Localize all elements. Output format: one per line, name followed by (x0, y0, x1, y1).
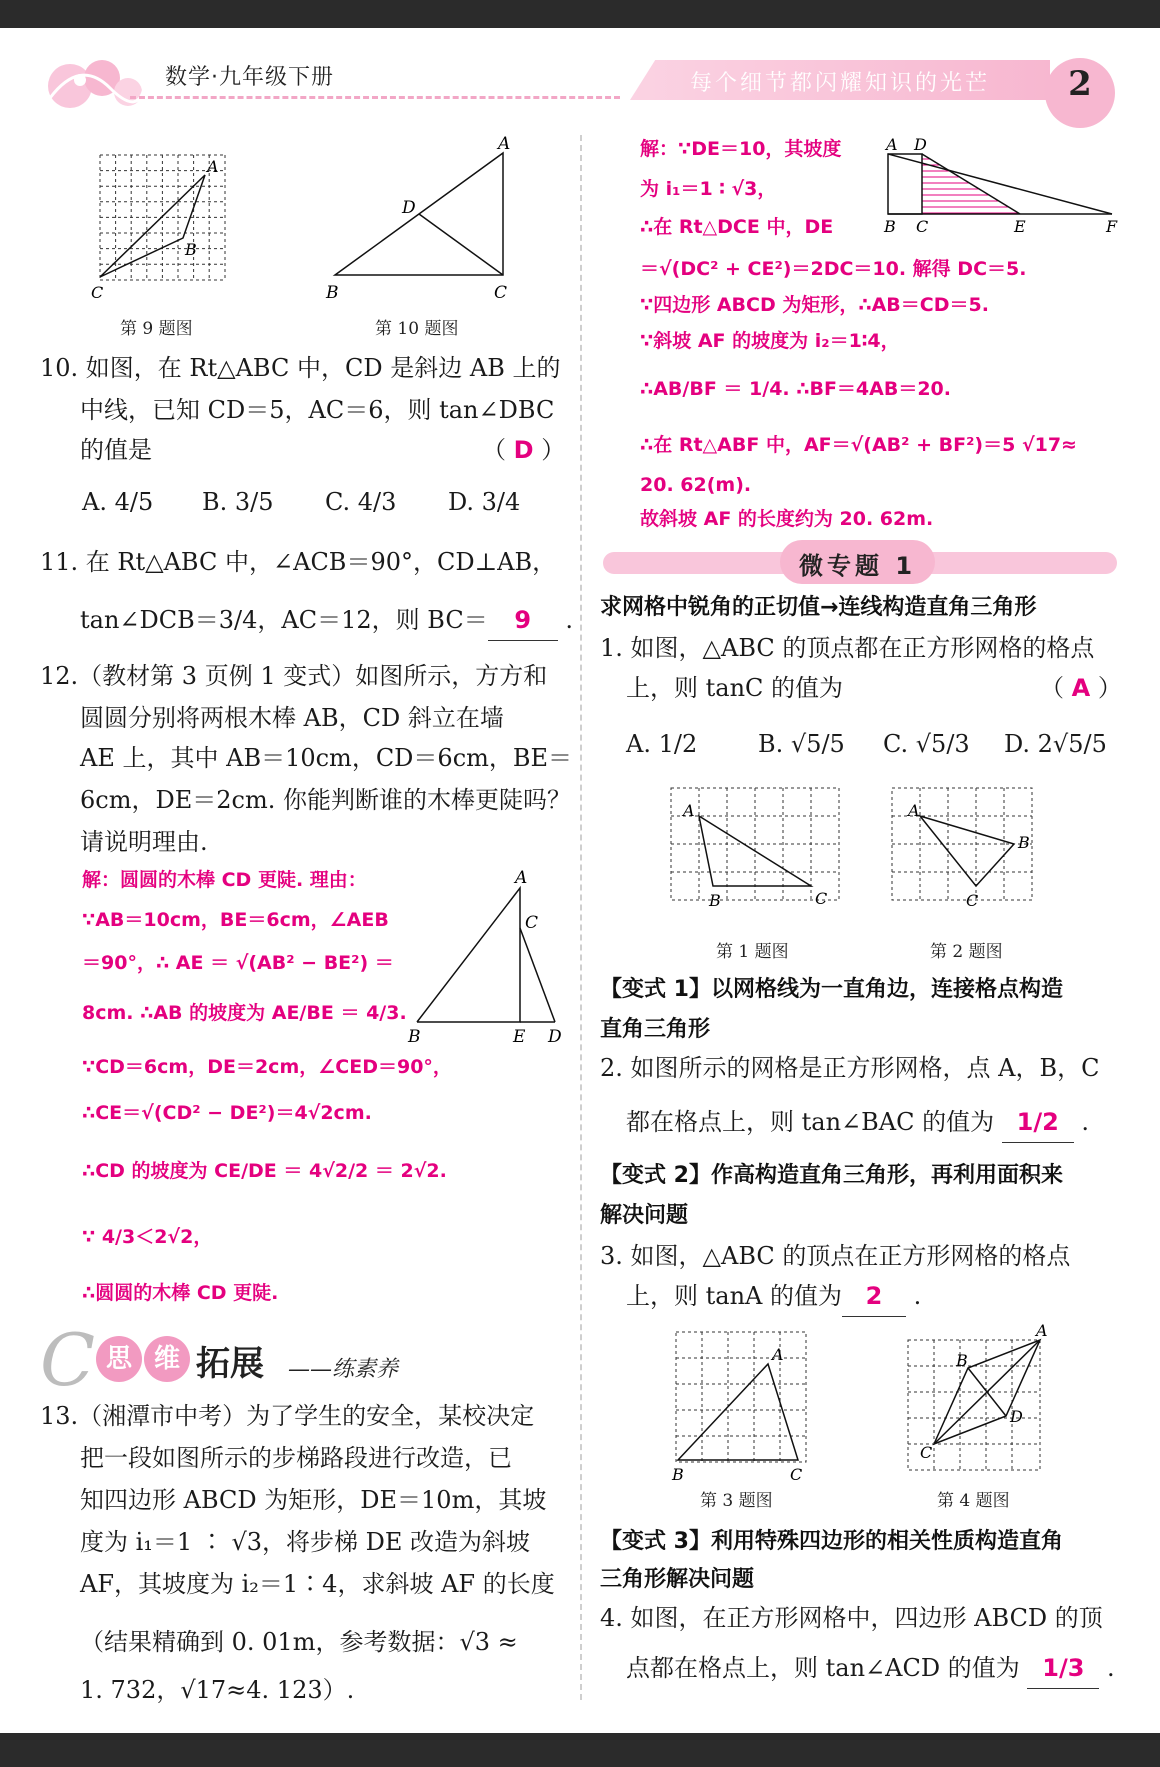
q12-solution-8: ∴圆圆的木棒 CD 更陡. (82, 1282, 279, 1304)
v1-line2: 直角三角形 (600, 1017, 711, 1042)
label-F: F (1106, 217, 1118, 236)
q13-solution-8: 20. 62(m). (640, 474, 752, 496)
q12-solution-3: 8cm. ∴AB 的坡度为 AE/BE ＝ 4/3. (82, 1002, 407, 1024)
t2-line2-text: 都在格点上，则 tan∠BAC 的值为 (626, 1108, 995, 1136)
q10-option-d: D. 3/4 (448, 488, 521, 516)
q12-solution-7: ∵ 4/3＜2√2， (82, 1226, 213, 1248)
t2-answer: 1/2 (1016, 1108, 1059, 1136)
q13-solution-6: ∴AB/BF ＝ 1/4. ∴BF＝4AB＝20. (640, 378, 951, 400)
v2-line1: 【变式 2】作高构造直角三角形，再利用面积来 (600, 1163, 1063, 1188)
q13-solution-7: ∴在 Rt△ABF 中，AF＝√(AB² + BF²)＝5 √17≈ (640, 434, 1077, 456)
think-subtitle: ——练素养 (288, 1357, 399, 1382)
column-divider (580, 135, 582, 1700)
figure-t2 (886, 782, 1046, 922)
label-C: C (790, 1465, 803, 1482)
q10-answer-bracket: （ D ） (482, 436, 566, 464)
label-A: A (772, 1345, 784, 1364)
page-number: 2 (1068, 64, 1092, 104)
figure-t2-caption: 第 2 题图 (930, 942, 1003, 962)
q12-line1: 12.（教材第 3 页例 1 变式）如图所示，方方和 (40, 662, 548, 690)
label-C: C (966, 891, 979, 910)
q13-solution-0: 解：∵DE＝10，其坡度 (640, 138, 842, 160)
label-A: A (207, 157, 219, 176)
label-B: B (408, 1027, 421, 1046)
q10-answer: D (513, 436, 534, 464)
q12-solution-6: ∴CD 的坡度为 CE/DE ＝ 4√2/2 ＝ 2√2. (82, 1160, 447, 1182)
label-B: B (709, 891, 721, 910)
t2-line1: 2. 如图所示的网格是正方形网格，点 A，B，C (600, 1054, 1100, 1082)
figure-t3-caption: 第 3 题图 (700, 1491, 773, 1511)
label-B: B (672, 1465, 684, 1482)
label-B: B (884, 217, 896, 236)
q10-option-b: B. 3/5 (202, 488, 274, 516)
q10-line3: 的值是 (80, 436, 152, 464)
q13-solution-4: ∵四边形 ABCD 为矩形，∴AB＝CD＝5. (640, 294, 989, 316)
figure-9-caption: 第 9 题图 (120, 319, 193, 339)
label-D: D (402, 198, 416, 218)
think-bubble-2: 维 (144, 1336, 190, 1382)
t1-option-a: A. 1/2 (626, 730, 698, 758)
figure-t1-caption: 第 1 题图 (716, 942, 789, 962)
t2-line2: 都在格点上，则 tan∠BAC 的值为 1/2 . (626, 1102, 1089, 1143)
label-B: B (326, 283, 339, 303)
think-c-letter: C (40, 1318, 96, 1402)
topic-title: 微专题 1 (798, 552, 917, 580)
q10-option-a: A. 4/5 (82, 488, 154, 516)
t3-line1: 3. 如图，△ABC 的顶点在正方形网格的格点 (600, 1242, 1071, 1270)
t1-option-b: B. √5/5 (758, 730, 845, 758)
q13-solution-9: 故斜坡 AF 的长度约为 20. 62m. (640, 508, 934, 530)
t1-answer: A (1071, 674, 1091, 702)
t3-answer: 2 (865, 1282, 883, 1310)
q13-solution-1: 为 i₁＝1 ∶ √3， (640, 178, 777, 200)
label-A: A (498, 135, 511, 154)
figure-10-caption: 第 10 题图 (375, 319, 459, 339)
figure-t4 (900, 1320, 1060, 1480)
label-C: C (525, 913, 539, 933)
label-C: C (815, 889, 828, 908)
label-D: D (1010, 1407, 1023, 1426)
q13-line3: 度为 i₁＝1 ∶ √3，将步梯 DE 改造为斜坡 (80, 1528, 531, 1556)
q13-solution-3: ＝√(DC² + CE²)＝2DC＝10. 解得 DC＝5. (640, 258, 1027, 280)
figure-13 (880, 132, 1125, 237)
t1-answer-bracket: （ A ） (1040, 674, 1122, 702)
t1-line1: 1. 如图，△ABC 的顶点都在正方形网格的格点 (600, 634, 1095, 662)
v3-line1: 【变式 3】利用特殊四边形的相关性质构造直角 (600, 1529, 1063, 1554)
label-D: D (548, 1027, 562, 1046)
figure-12 (405, 866, 565, 1046)
q10-line2: 中线，已知 CD＝5，AC＝6，则 tan∠DBC (80, 396, 555, 424)
label-A: A (908, 801, 920, 820)
t1-option-d: D. 2√5/5 (1004, 730, 1107, 758)
q12-line2: 圆圆分别将两根木棒 AB，CD 斜立在墙 (80, 704, 504, 732)
q13-line2: 知四边形 ABCD 为矩形，DE＝10m，其坡 (80, 1486, 547, 1514)
figure-t3 (668, 1322, 818, 1482)
figure-t4-caption: 第 4 题图 (937, 1491, 1010, 1511)
v3-line2: 三角形解决问题 (600, 1567, 755, 1592)
label-A: A (1036, 1321, 1048, 1340)
q13-line6: 1. 732，√17≈4. 123）. (80, 1676, 355, 1704)
q12-line4: 6cm，DE＝2cm. 你能判断谁的木棒更陡吗？ (80, 786, 571, 814)
label-A: A (515, 868, 528, 888)
q12-solution-1: ∵AB＝10cm，BE＝6cm，∠AEB (82, 909, 389, 931)
q10-line1: 10. 如图，在 Rt△ABC 中，CD 是斜边 AB 上的 (40, 354, 561, 382)
q11-line1: 11. 在 Rt△ABC 中，∠ACB＝90°，CD⊥AB， (40, 548, 557, 576)
q12-solution-0: 解：圆圆的木棒 CD 更陡. 理由： (82, 869, 367, 891)
t3-line2: 上，则 tanA 的值为 2 . (626, 1276, 921, 1317)
q12-line5: 请说明理由. (80, 828, 208, 856)
header-divider (130, 96, 620, 99)
figure-10 (320, 135, 520, 305)
v2-line2: 解决问题 (600, 1203, 689, 1228)
slogan: 每个细节都闪耀知识的光芒 (690, 71, 991, 96)
label-A: A (886, 135, 898, 154)
label-B: B (956, 1351, 968, 1370)
label-C: C (91, 283, 104, 300)
q12-solution-4: ∵CD＝6cm，DE＝2cm，∠CED＝90°， (82, 1056, 452, 1078)
t4-line1: 4. 如图，在正方形网格中，四边形 ABCD 的顶 (600, 1604, 1103, 1632)
label-E: E (1014, 217, 1026, 236)
label-B: B (185, 240, 197, 259)
q12-solution-5: ∴CE＝√(CD² − DE²)＝4√2cm. (82, 1102, 372, 1124)
q13-line1: 把一段如图所示的步梯路段进行改造，已 (80, 1444, 512, 1472)
t4-line2: 点都在格点上，则 tan∠ACD 的值为 1/3 . (626, 1648, 1115, 1689)
q12-solution-2: ＝90°，∴ AE ＝ √(AB² − BE²) ＝ (82, 952, 394, 974)
figure-9 (85, 140, 235, 300)
label-E: E (513, 1027, 526, 1046)
q11-answer: 9 (514, 606, 532, 634)
label-C: C (494, 283, 508, 303)
t4-line2-text: 点都在格点上，则 tan∠ACD 的值为 (626, 1654, 1020, 1682)
think-bubble-1: 思 (96, 1336, 142, 1382)
label-C: C (916, 217, 929, 236)
floral-decoration-icon (40, 48, 150, 118)
figure-t1 (665, 782, 845, 922)
label-D: D (914, 135, 927, 154)
label-A: A (683, 801, 695, 820)
q10-option-c: C. 4/3 (325, 488, 397, 516)
q11-line2: tan∠DCB＝3/4，AC＝12，则 BC＝ 9 . (80, 600, 573, 641)
t1-line2: 上，则 tanC 的值为 (626, 674, 844, 702)
q13-solution-2: ∴在 Rt△DCE 中，DE (640, 216, 834, 238)
q12-line3: AE 上，其中 AB＝10cm，CD＝6cm，BE＝ (80, 744, 573, 772)
label-B: B (1018, 833, 1030, 852)
v1-line1: 【变式 1】以网格线为一直角边，连接格点构造 (600, 977, 1063, 1002)
q13-solution-5: ∵斜坡 AF 的坡度为 i₂＝1∶4， (640, 330, 900, 352)
book-title: 数学·九年级下册 (165, 65, 334, 90)
q11-line2-text: tan∠DCB＝3/4，AC＝12，则 BC＝ (80, 606, 488, 634)
q13-line5: （结果精确到 0. 01m，参考数据：√3 ≈ (80, 1628, 518, 1656)
label-C: C (920, 1443, 933, 1462)
think-title: 拓展 (196, 1344, 264, 1384)
t1-option-c: C. √5/3 (883, 730, 970, 758)
topic-heading: 求网格中锐角的正切值→连线构造直角三角形 (600, 595, 1037, 620)
t3-line2-text: 上，则 tanA 的值为 (626, 1282, 842, 1310)
q13-line4: AF，其坡度为 i₂＝1∶4，求斜坡 AF 的长度 (80, 1570, 555, 1598)
q13-line0: 13.（湘潭市中考）为了学生的安全，某校决定 (40, 1402, 535, 1430)
t4-answer: 1/3 (1042, 1654, 1085, 1682)
